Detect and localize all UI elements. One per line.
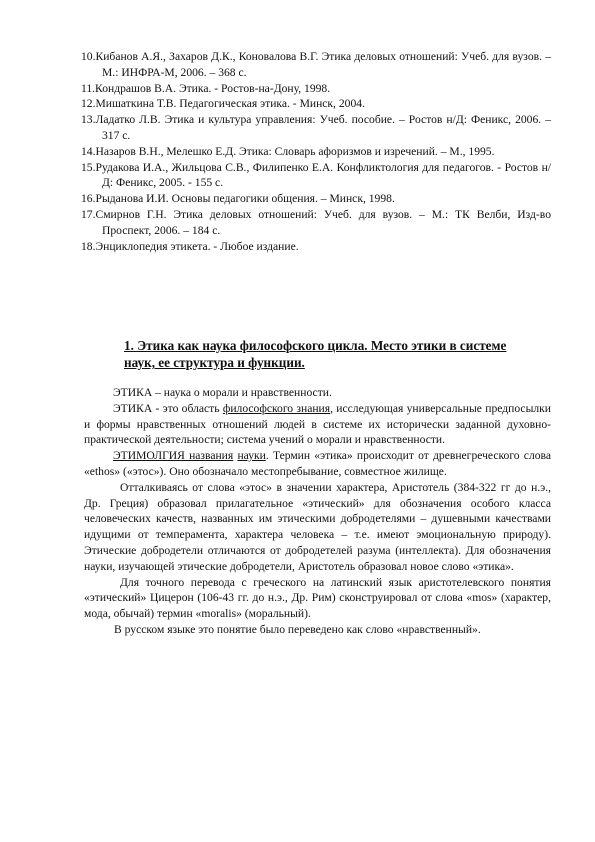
science-link[interactable]: науки xyxy=(237,449,266,463)
paragraph-text: В русском языке это понятие было переведено как слово «нравственный». xyxy=(114,622,481,636)
paragraph-cicero xyxy=(84,575,551,622)
etymology-link[interactable]: ЭТИМОЛГИЯ названия xyxy=(113,449,234,463)
reference-item: 11.Кондрашов В.А. Этика. - Ростов-на-Дону, 1998. xyxy=(81,81,331,95)
reference-item: 14.Назаров В.Н., Мелешко Е.Д. Этика: Словарь афоризмов и изречений. – М., 1995. xyxy=(81,144,495,158)
reference-list xyxy=(81,49,551,254)
paragraph-text: ЭТИКА - это область xyxy=(113,401,223,415)
paragraph-text: Для точного перевода с греческого на латинский язык аристотелевского понятия «этический» Цицерон (106-43 гг. до н.э., Др. Рим) сконструировал от слова «mos» (характер, мода, обычай) термин «moralis» (моральный). xyxy=(84,575,551,621)
paragraph-text: . Термин «этика» происходит от древнегреческого слова «ethos» («этос»). Оно обозначало местопребывание, совместное жилище. xyxy=(84,449,552,478)
paragraph-russian xyxy=(84,622,551,638)
philosophy-link[interactable]: философского знания xyxy=(222,401,331,415)
paragraph-aristotle xyxy=(84,480,551,575)
paragraph-text: , исследующая универсальные предпосылки и формы нравственных отношений людей в системе их исторически заданной духовно-практической деятельности; система учений о морали и нравственности. xyxy=(84,401,551,447)
reference-item: 18.Энциклопедия этикета. - Любое издание. xyxy=(81,239,299,253)
reference-item: 13.Ладатко Л.В. Этика и культура управления: Учеб. пособие. – Ростов н/Д: Феникс, 2006. – 317 с. xyxy=(81,113,551,142)
paragraph-text: ЭТИКА – наука о морали и нравственности. xyxy=(113,386,332,399)
reference-item: 17.Смирнов Г.Н. Этика деловых отношений: Учеб. для вузов. – М.: ТК Велби, Изд-во Проспект, 2006. – 184 с. xyxy=(81,207,551,237)
reference-item: 15.Рудакова И.А., Жильцова С.В., Филипенко Е.А. Конфликтология для педагогов. - Ростов н/Д: Феникс, 2005. - 155 с. xyxy=(81,160,551,190)
section-heading: 1. Этика как наука философского цикла. Место этики в системе наук, ее структура и функции. xyxy=(124,338,507,370)
reference-item: 12.Мишаткина Т.В. Педагогическая этика. - Минск, 2004. xyxy=(81,97,365,111)
body-text xyxy=(84,385,551,638)
reference-item: 16.Рыданова И.И. Основы педагогики общения. – Минск, 1998. xyxy=(81,192,395,206)
paragraph-definition xyxy=(84,385,551,401)
reference-item: 10.Кибанов А.Я., Захаров Д.К., Коновалова В.Г. Этика деловых отношений: Учеб. для вузов. – М.: ИНФРА-М, 2006. – 368 с. xyxy=(81,50,551,79)
paragraph-ethics-area xyxy=(84,401,551,448)
paragraph-etymology xyxy=(84,448,551,480)
paragraph-text: Отталкиваясь от слова «этос» в значении характера, Аристотель (384-322 гг до н.э., Др. Греция) образовал прилагательное «этический» для обозначения особого класса человеческих качеств, названных им этическими добродетелями – душевными качествами идущими от темперамента, характера человека – т.е. имеют эмоциональную природу). Этические добродетели отличаются от добродетелей разума (интеллекта). Для обозначения науки, изучающей этические добродетели, Аристотель образовал новое слово «этика». xyxy=(84,480,551,573)
